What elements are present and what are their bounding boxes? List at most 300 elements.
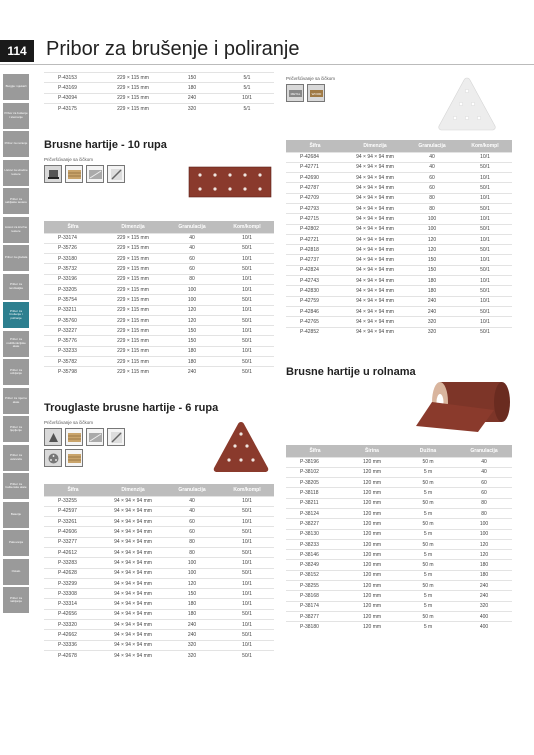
table-row xyxy=(286,255,512,265)
table-cell: 120 mm xyxy=(344,611,400,621)
table-cell: 229 × 115 mm xyxy=(102,315,164,325)
table-cell: P-33261 xyxy=(44,517,102,527)
table-row xyxy=(286,601,512,611)
table-cell: 10/1 xyxy=(458,234,512,244)
side-tab[interactable]: Pribor za usisivače xyxy=(3,445,29,471)
table-cell: 150 xyxy=(406,265,458,275)
table-cell: 240 xyxy=(164,630,220,640)
sandpaper-rectangle-image xyxy=(188,166,272,198)
table-row xyxy=(44,547,274,557)
table-cell: 50/1 xyxy=(220,357,274,367)
column-header: Kom/kompl xyxy=(220,221,274,233)
table-cell: 94 × 94 × 94 mm xyxy=(344,255,406,265)
side-tab[interactable]: Pribor za multifunkcijske alate xyxy=(3,331,29,357)
table-cell: 180 xyxy=(456,570,512,580)
table-cell: 180 xyxy=(406,286,458,296)
table-cell: 50 m xyxy=(400,498,456,508)
table-cell: 10/1 xyxy=(220,558,274,568)
table-cell: 10/1 xyxy=(220,640,274,650)
section-title-trouglaste: Trouglaste brusne hartije - 6 rupa xyxy=(44,402,219,414)
table-cell: 60 xyxy=(456,478,512,488)
table-row xyxy=(44,243,274,253)
table-cell: P-43094 xyxy=(44,93,102,103)
table-row xyxy=(286,560,512,570)
column-header: Dimenzija xyxy=(344,140,406,152)
table-cell: P-42787 xyxy=(286,183,344,193)
table-cell: 94 × 94 × 94 mm xyxy=(344,162,406,172)
table-cell: 94 × 94 × 94 mm xyxy=(102,537,164,547)
column-header: Šifra xyxy=(286,445,344,457)
table-cell: P-42759 xyxy=(286,296,344,306)
table-row xyxy=(44,346,274,356)
table-cell: 229 × 115 mm xyxy=(102,357,164,367)
table-cell: P-33283 xyxy=(44,558,102,568)
table-cell: 229 × 115 mm xyxy=(102,73,164,83)
table-cell: P-42597 xyxy=(44,506,102,516)
table-cell: 229 × 115 mm xyxy=(102,83,164,93)
table-cell: 50 m xyxy=(400,581,456,591)
table-cell: 94 × 94 × 94 mm xyxy=(344,183,406,193)
rolls-table xyxy=(286,445,512,632)
paint-material-icon xyxy=(107,165,125,183)
table-cell: 120 mm xyxy=(344,498,400,508)
table-cell: P-35732 xyxy=(44,264,102,274)
table-cell: 120 xyxy=(164,578,220,588)
side-tab[interactable]: Pribor za mjerne alate xyxy=(3,388,29,414)
brusne-10-table xyxy=(44,221,274,377)
table-cell: 229 × 115 mm xyxy=(102,264,164,274)
table-cell: 50 m xyxy=(400,457,456,467)
column-header: Kom/kompl xyxy=(458,140,512,152)
table-cell: P-42656 xyxy=(44,609,102,619)
side-tab[interactable]: Pribor za brušenje i poliranje xyxy=(3,302,29,328)
column-header: Granulacija xyxy=(164,484,220,496)
table-cell: 40 xyxy=(406,152,458,162)
icon-row-right-top xyxy=(286,84,325,102)
table-row xyxy=(286,488,512,498)
table-row xyxy=(286,245,512,255)
table-cell: 94 × 94 × 94 mm xyxy=(102,547,164,557)
table-cell: P-42818 xyxy=(286,245,344,255)
table-cell: 229 × 115 mm xyxy=(102,284,164,294)
table-cell: P-33336 xyxy=(44,640,102,650)
table-cell: 320 xyxy=(164,103,220,113)
table-cell: 100 xyxy=(406,214,458,224)
table-cell: 50/1 xyxy=(220,243,274,253)
table-cell: P-35782 xyxy=(44,357,102,367)
table-cell: 240 xyxy=(456,581,512,591)
table-cell: 50/1 xyxy=(220,506,274,516)
table-cell: 320 xyxy=(164,640,220,650)
table-row xyxy=(286,306,512,316)
table-cell: 5 m xyxy=(400,467,456,477)
section-title-rolne: Brusne hartije u rolnama xyxy=(286,366,416,378)
table-row xyxy=(44,589,274,599)
table-cell: 120 xyxy=(164,315,220,325)
table-cell: P-42852 xyxy=(286,327,344,337)
section-subtitle: Pričvršćivanje sa čičkom xyxy=(44,420,94,425)
table-row xyxy=(286,296,512,306)
table-cell: 50/1 xyxy=(220,568,274,578)
table-cell: 100 xyxy=(456,519,512,529)
trouglaste-table xyxy=(44,484,274,661)
metal-material-icon xyxy=(86,165,104,183)
table-cell: 60 xyxy=(456,488,512,498)
column-header: Granulacija xyxy=(164,221,220,233)
table-row xyxy=(44,599,274,609)
table-cell: 94 × 94 × 94 mm xyxy=(344,306,406,316)
side-tab[interactable]: Pribor za bušenje i stemanje xyxy=(3,103,29,129)
table-cell: 40 xyxy=(456,467,512,477)
table-cell: 5 m xyxy=(400,570,456,580)
table-row xyxy=(286,581,512,591)
table-cell: 10/1 xyxy=(220,233,274,243)
table-cell: P-38168 xyxy=(286,591,344,601)
table-row xyxy=(286,183,512,193)
wood-material-icon xyxy=(65,449,83,467)
table-cell: 120 mm xyxy=(344,581,400,591)
side-tab[interactable]: Pribor za glodala xyxy=(3,245,29,271)
side-tab[interactable]: Pribor za odvijanje xyxy=(3,359,29,385)
table-cell: 240 xyxy=(164,620,220,630)
table-cell: 229 × 115 mm xyxy=(102,243,164,253)
column-header: Šifra xyxy=(286,140,344,152)
side-tab[interactable]: Pribor za sabljaste testere xyxy=(3,188,29,214)
table-row xyxy=(44,506,274,516)
side-tab[interactable]: Pribor za rezanje xyxy=(3,131,29,157)
table-cell: 94 × 94 × 94 mm xyxy=(102,506,164,516)
table-cell: P-42830 xyxy=(286,286,344,296)
table-cell: 120 mm xyxy=(344,519,400,529)
table-cell: 240 xyxy=(406,306,458,316)
side-tab[interactable]: Baterije xyxy=(3,502,29,528)
table-row xyxy=(286,457,512,467)
table-cell: 50/1 xyxy=(458,203,512,213)
table-cell: 120 mm xyxy=(344,560,400,570)
table-cell: 10/1 xyxy=(220,254,274,264)
table-cell: 5 m xyxy=(400,591,456,601)
side-tab[interactable]: Burgije i sjekači xyxy=(3,74,29,100)
table-cell: P-38211 xyxy=(286,498,344,508)
table-row xyxy=(44,295,274,305)
table-row xyxy=(286,508,512,518)
table-cell: 50/1 xyxy=(220,630,274,640)
table-cell: 94 × 94 × 94 mm xyxy=(102,527,164,537)
table-row xyxy=(286,162,512,172)
table-cell: P-42721 xyxy=(286,234,344,244)
table-cell: 94 × 94 × 94 mm xyxy=(344,276,406,286)
table-cell: 94 × 94 × 94 mm xyxy=(344,193,406,203)
table-row xyxy=(286,224,512,234)
table-cell: 50/1 xyxy=(458,183,512,193)
table-cell: 40 xyxy=(164,243,220,253)
table-row xyxy=(44,568,274,578)
table-cell: P-42771 xyxy=(286,162,344,172)
table-cell: 100 xyxy=(164,568,220,578)
table-cell: 10/1 xyxy=(458,296,512,306)
table-cell: 229 × 115 mm xyxy=(102,305,164,315)
table-cell: 5 m xyxy=(400,488,456,498)
table-row xyxy=(44,254,274,264)
table-cell: 50/1 xyxy=(458,327,512,337)
table-cell: 120 mm xyxy=(344,457,400,467)
section-subtitle: Pričvršćivanje sa čičkom xyxy=(286,76,336,81)
table-row xyxy=(286,234,512,244)
table-cell: P-33196 xyxy=(44,274,102,284)
table-cell: P-33205 xyxy=(44,284,102,294)
table-row xyxy=(286,276,512,286)
table-cell: 240 xyxy=(164,93,220,103)
table-cell: P-33255 xyxy=(44,496,102,506)
side-tab[interactable]: Listovi za kružne testere xyxy=(3,217,29,243)
table-row xyxy=(44,367,274,377)
column-header: Dimenzija xyxy=(102,221,164,233)
table-cell: 5 m xyxy=(400,550,456,560)
wood-label-icon xyxy=(307,84,325,102)
table-cell: 94 × 94 × 94 mm xyxy=(344,152,406,162)
table-cell: 40 xyxy=(164,496,220,506)
table-row xyxy=(286,622,512,632)
table-cell: 94 × 94 × 94 mm xyxy=(102,558,164,568)
table-cell: 50/1 xyxy=(220,336,274,346)
table-cell: P-38146 xyxy=(286,550,344,560)
table-cell: 80 xyxy=(164,274,220,284)
table-cell: 320 xyxy=(406,327,458,337)
table-cell: 94 × 94 × 94 mm xyxy=(102,496,164,506)
table-cell: P-33180 xyxy=(44,254,102,264)
table-cell: 400 xyxy=(456,622,512,632)
table-cell: 100 xyxy=(164,295,220,305)
table-cell: P-42606 xyxy=(44,527,102,537)
table-cell: 50 m xyxy=(400,539,456,549)
table-cell: 40 xyxy=(406,162,458,172)
table-cell: 50/1 xyxy=(220,527,274,537)
table-cell: 10/1 xyxy=(220,496,274,506)
table-cell: 94 × 94 × 94 mm xyxy=(102,589,164,599)
side-tab[interactable]: Pakovanja xyxy=(3,530,29,556)
table-cell: 180 xyxy=(164,599,220,609)
table-cell: 80 xyxy=(406,203,458,213)
table-cell: 120 mm xyxy=(344,622,400,632)
table-cell: 94 × 94 × 94 mm xyxy=(102,620,164,630)
table-row xyxy=(286,327,512,337)
table-cell: P-42690 xyxy=(286,173,344,183)
table-cell: 10/1 xyxy=(220,305,274,315)
table-cell: 50 m xyxy=(400,519,456,529)
table-cell: 94 × 94 × 94 mm xyxy=(344,234,406,244)
table-row xyxy=(286,203,512,213)
table-cell: 50/1 xyxy=(458,286,512,296)
table-cell: P-42802 xyxy=(286,224,344,234)
section-subtitle: Pričvršćivanje sa čičkom xyxy=(44,157,94,162)
table-row xyxy=(44,83,274,93)
title-divider xyxy=(0,64,534,65)
table-cell: 100 xyxy=(164,558,220,568)
table-cell: P-42743 xyxy=(286,276,344,286)
table-cell: 60 xyxy=(406,183,458,193)
table-cell: 10/1 xyxy=(458,152,512,162)
table-cell: 80 xyxy=(456,508,512,518)
side-tab[interactable]: Pribor za ljepljenje xyxy=(3,416,29,442)
table-cell: 80 xyxy=(164,547,220,557)
table-cell: P-35726 xyxy=(44,243,102,253)
table-row xyxy=(44,517,274,527)
table-cell: 94 × 94 × 94 mm xyxy=(102,650,164,660)
table-cell: 5 m xyxy=(400,508,456,518)
table-cell: 50/1 xyxy=(220,295,274,305)
table-cell: 120 xyxy=(406,245,458,255)
table-cell: 120 mm xyxy=(344,478,400,488)
table-cell: 94 × 94 × 94 mm xyxy=(102,640,164,650)
table-cell: 94 × 94 × 94 mm xyxy=(344,286,406,296)
table-cell: 10/1 xyxy=(220,517,274,527)
table-row xyxy=(44,537,274,547)
table-cell: P-38174 xyxy=(286,601,344,611)
table-cell: P-35798 xyxy=(44,367,102,377)
side-tab[interactable]: Pribor za rendisaljke xyxy=(3,274,29,300)
table-cell: 50/1 xyxy=(220,315,274,325)
table-cell: 120 mm xyxy=(344,508,400,518)
table-cell: P-38205 xyxy=(286,478,344,488)
table-cell: 80 xyxy=(164,537,220,547)
table-row xyxy=(44,527,274,537)
table-cell: 50/1 xyxy=(220,264,274,274)
table-cell: P-38249 xyxy=(286,560,344,570)
column-header: Granulacija xyxy=(456,445,512,457)
table-cell: P-33308 xyxy=(44,589,102,599)
table-cell: 94 × 94 × 94 mm xyxy=(344,203,406,213)
svg-text:WOOD: WOOD xyxy=(311,91,321,96)
table-cell: 229 × 115 mm xyxy=(102,254,164,264)
table-row xyxy=(286,152,512,162)
table-cell: P-33314 xyxy=(44,599,102,609)
table-row xyxy=(44,496,274,506)
table-row xyxy=(44,274,274,284)
table-row xyxy=(44,315,274,325)
column-header: Širina xyxy=(344,445,400,457)
table-cell: 100 xyxy=(456,529,512,539)
side-tab[interactable]: Pribor za baštenske alate xyxy=(3,473,29,499)
table-cell: 50/1 xyxy=(220,650,274,660)
table-cell: 240 xyxy=(406,296,458,306)
table-cell: 120 mm xyxy=(344,488,400,498)
table-row xyxy=(286,529,512,539)
table-cell: 60 xyxy=(164,254,220,264)
table-cell: 10/1 xyxy=(220,620,274,630)
table-row xyxy=(286,539,512,549)
table-cell: P-38124 xyxy=(286,508,344,518)
table-row xyxy=(286,478,512,488)
table-row xyxy=(44,93,274,103)
column-header: Dužina xyxy=(400,445,456,457)
table-cell: 94 × 94 × 94 mm xyxy=(102,517,164,527)
hole-pattern-icon xyxy=(44,449,62,467)
table-cell: 10/1 xyxy=(220,326,274,336)
table-cell: 94 × 94 × 94 mm xyxy=(102,568,164,578)
table-row xyxy=(44,233,274,243)
orbital-sander-icon xyxy=(44,165,62,183)
table-row xyxy=(44,103,274,113)
table-cell: P-42612 xyxy=(44,547,102,557)
table-cell: 94 × 94 × 94 mm xyxy=(344,265,406,275)
column-header: Šifra xyxy=(44,484,102,496)
table-cell: P-38196 xyxy=(286,457,344,467)
table-cell: 40 xyxy=(456,457,512,467)
table-cell: 10/1 xyxy=(220,346,274,356)
table-cell: P-38118 xyxy=(286,488,344,498)
page-number: 114 xyxy=(0,40,34,62)
table-cell: 50/1 xyxy=(458,162,512,172)
table-cell: P-38180 xyxy=(286,622,344,632)
side-tab[interactable]: Pribor za nabijanje xyxy=(3,587,29,613)
table-cell: 10/1 xyxy=(458,317,512,327)
table-row xyxy=(44,620,274,630)
table-row xyxy=(44,578,274,588)
table-cell: P-33211 xyxy=(44,305,102,315)
table-cell: 120 mm xyxy=(344,570,400,580)
table-cell: P-38277 xyxy=(286,611,344,621)
table-row xyxy=(286,467,512,477)
table-cell: 60 xyxy=(164,517,220,527)
table-cell: 100 xyxy=(164,284,220,294)
table-cell: 94 × 94 × 94 mm xyxy=(344,173,406,183)
table-cell: 94 × 94 × 94 mm xyxy=(344,214,406,224)
table-cell: 10/1 xyxy=(220,578,274,588)
table-row xyxy=(286,550,512,560)
table-cell: P-43175 xyxy=(44,103,102,113)
table-row xyxy=(44,326,274,336)
table-cell: 5 m xyxy=(400,529,456,539)
table-cell: P-42709 xyxy=(286,193,344,203)
table-cell: 5/1 xyxy=(220,83,274,93)
table-cell: 180 xyxy=(164,357,220,367)
table-cell: 94 × 94 × 94 mm xyxy=(344,327,406,337)
table-cell: 320 xyxy=(456,601,512,611)
table-cell: 229 × 115 mm xyxy=(102,346,164,356)
table-row xyxy=(286,570,512,580)
table-cell: 94 × 94 × 94 mm xyxy=(344,224,406,234)
table-row xyxy=(286,611,512,621)
svg-text:METAL: METAL xyxy=(290,91,300,96)
metal-label-icon xyxy=(286,84,304,102)
table-cell: 150 xyxy=(164,326,220,336)
table-row xyxy=(44,630,274,640)
table-cell: 180 xyxy=(456,560,512,570)
side-tab[interactable]: Ostalo xyxy=(3,559,29,585)
table-cell: P-38130 xyxy=(286,529,344,539)
table-cell: 120 xyxy=(456,539,512,549)
table-cell: 50/1 xyxy=(220,367,274,377)
table-cell: 10/1 xyxy=(458,276,512,286)
table-row xyxy=(44,305,274,315)
table-cell: P-42824 xyxy=(286,265,344,275)
table-cell: 40 xyxy=(164,233,220,243)
table-cell: 120 mm xyxy=(344,601,400,611)
table-cell: 60 xyxy=(406,173,458,183)
table-cell: P-38233 xyxy=(286,539,344,549)
category-side-tabs xyxy=(3,74,29,616)
table-cell: P-42846 xyxy=(286,306,344,316)
table-cell: P-33174 xyxy=(44,233,102,243)
table-cell: 5 m xyxy=(400,622,456,632)
table-cell: 10/1 xyxy=(458,255,512,265)
wood-material-icon xyxy=(65,428,83,446)
table-cell: 120 xyxy=(406,234,458,244)
table-cell: 10/1 xyxy=(220,589,274,599)
table-cell: 80 xyxy=(456,498,512,508)
table-cell: 10/1 xyxy=(458,173,512,183)
side-tab[interactable]: Listovi za ubodne testere xyxy=(3,160,29,186)
